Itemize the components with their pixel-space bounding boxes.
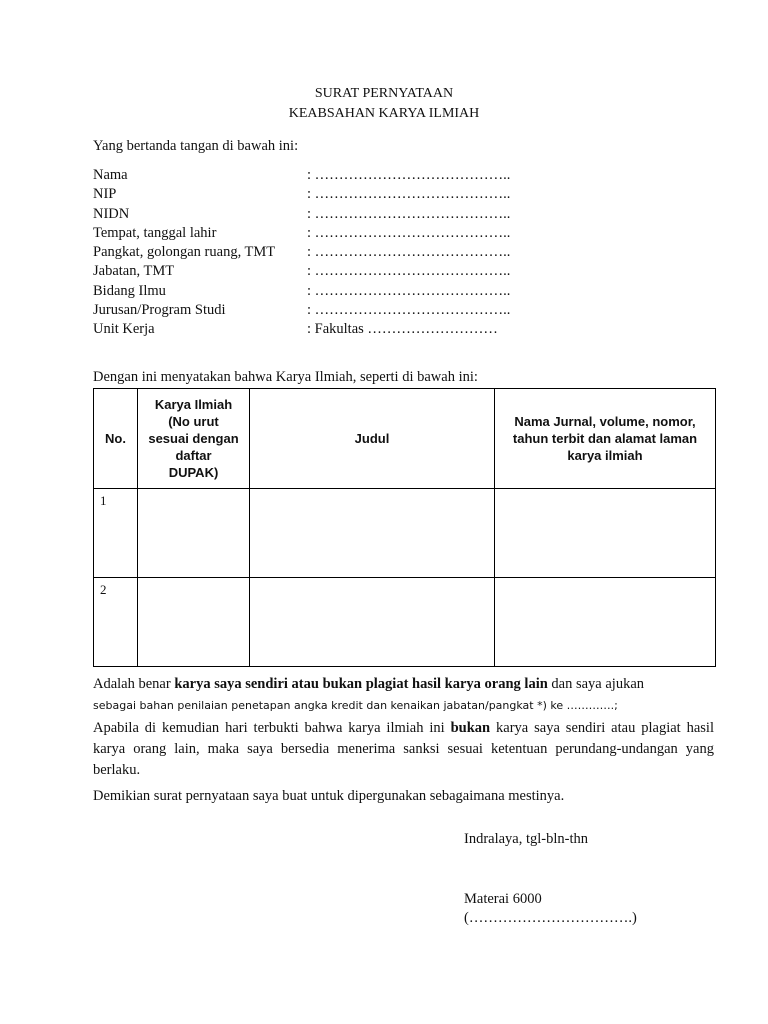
paragraph-text: dan saya ajukan (547, 676, 645, 692)
paragraph-text: Adalah benar (93, 676, 175, 692)
header-nama-jurnal (495, 389, 716, 489)
row-judul-cell[interactable] (250, 489, 495, 578)
title-line-2: KEABSAHAN KARYA ILMIAH (288, 106, 480, 121)
field-label: Jurusan/Program Studi (93, 302, 226, 319)
field-value: : ………………………………….. (307, 186, 511, 203)
paragraph-closing: Demikian surat pernyataan saya buat untuk dipergunakan sebagaimana mestinya. (93, 788, 565, 804)
header-karya-line: sesuai dengan (148, 431, 239, 446)
field-value: : ………………………………….. (307, 302, 511, 319)
field-value: : ………………………………….. (307, 224, 511, 241)
header-jurnal-line: Nama Jurnal, volume, nomor, (514, 414, 696, 429)
signature-materai: Materai 6000 (464, 891, 542, 907)
header-no: No. (94, 389, 138, 489)
field-value: : Fakultas ……………………… (307, 321, 498, 338)
header-karya-line: DUPAK) (168, 465, 219, 480)
row-number: 2 (94, 578, 138, 667)
row-karya-cell[interactable] (138, 489, 250, 578)
row-judul-cell[interactable] (250, 578, 495, 667)
intro-text: Yang bertanda tangan di bawah ini: (93, 138, 299, 154)
header-jurnal-line: tahun terbit dan alamat laman (512, 431, 698, 446)
field-label: Pangkat, golongan ruang, TMT (93, 244, 276, 261)
field-value: : ………………………………….. (307, 282, 511, 299)
header-karya-ilmiah (138, 389, 250, 489)
header-judul: Judul (250, 389, 495, 489)
field-label: Bidang Ilmu (93, 282, 166, 299)
paragraph-bold-text: karya saya sendiri atau bukan plagiat hasil karya orang lain (174, 676, 548, 692)
table-row (94, 489, 716, 578)
header-karya-line: (No urut (168, 414, 219, 429)
field-label: Tempat, tanggal lahir (93, 224, 217, 241)
field-label: Jabatan, TMT (93, 263, 175, 280)
field-label: Unit Kerja (93, 321, 155, 338)
field-label: NIP (93, 186, 117, 203)
karya-ilmiah-table (93, 388, 716, 667)
header-karya-line: daftar (175, 448, 212, 463)
field-value: : ………………………………….. (307, 244, 511, 261)
signature-place-date: Indralaya, tgl-bln-thn (464, 831, 589, 847)
field-label: NIDN (93, 205, 130, 222)
table-header-row (94, 389, 716, 489)
field-label: Nama (93, 167, 128, 183)
field-value: : ………………………………….. (307, 167, 511, 183)
paragraph-declaration (93, 674, 714, 716)
row-karya-cell[interactable] (138, 578, 250, 667)
row-jurnal-cell[interactable] (495, 489, 716, 578)
paragraph-text: Apabila di kemudian hari terbukti bahwa karya ilmiah ini (93, 720, 451, 736)
statement-text: Dengan ini menyatakan bahwa Karya Ilmiah, seperti di bawah ini: (93, 369, 478, 385)
paragraph-text-small: sebagai bahan penilaian penetapan angka kredit dan kenaikan jabatan/pangkat *) ke ………….; (93, 699, 618, 712)
table-row (94, 578, 716, 667)
header-jurnal-line: karya ilmiah (567, 448, 643, 463)
signature-name: (…………………………….) (464, 910, 637, 926)
header-karya-line: Karya Ilmiah (154, 397, 233, 412)
title-line-1: SURAT PERNYATAAN (314, 86, 454, 101)
row-number: 1 (94, 489, 138, 578)
field-value: : ………………………………….. (307, 263, 511, 280)
paragraph-sanction (93, 718, 714, 781)
paragraph-text: karya saya sendiri atau plagiat hasil karya orang lain, maka saya bersedia menerima sanksi sesuai ketentuan perundang-undangan yang berlaku. (93, 720, 714, 778)
paragraph-bold-text: bukan (450, 720, 491, 736)
row-jurnal-cell[interactable] (495, 578, 716, 667)
field-value: : ………………………………….. (307, 205, 511, 222)
